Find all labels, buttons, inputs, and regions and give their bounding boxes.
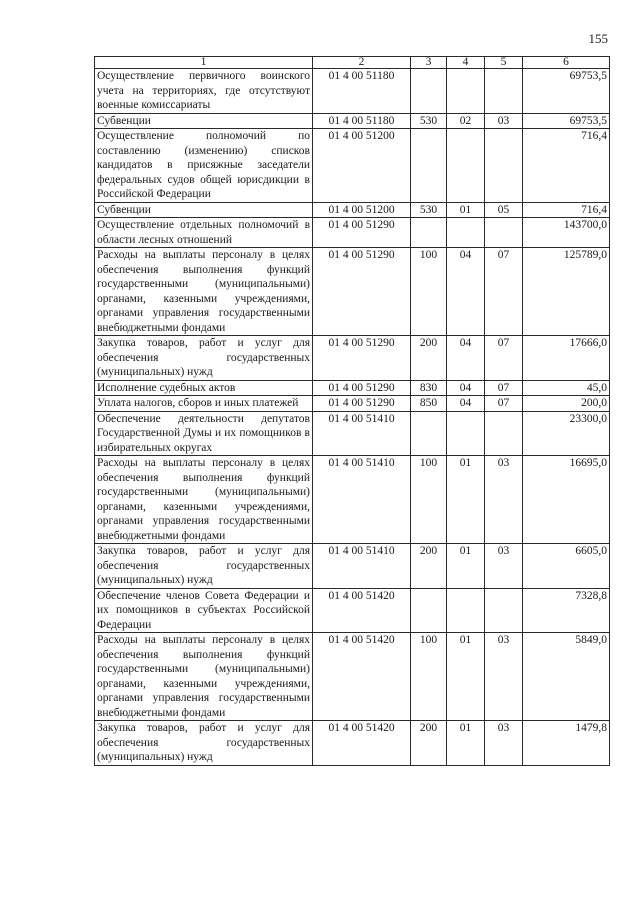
expense-type [411,588,447,633]
expense-name: Обеспечение членов Совета Федерации и их помощников в субъектах Российской Федерации [95,588,313,633]
target-code: 01 4 00 51290 [313,396,411,412]
section: 01 [447,202,485,218]
expense-name: Осуществление первичного воинского учета на территориях, где отсутствуют военные комиссариаты [95,69,313,114]
section [447,69,485,114]
page-number: 155 [588,31,608,46]
section: 04 [447,248,485,336]
expense-name: Закупка товаров, работ и услуг для обеспечения государственных (муниципальных) нужд [95,336,313,381]
subsection: 03 [485,721,523,766]
expense-name: Субвенции [95,113,313,129]
table-row [95,396,610,412]
budget-table [94,56,610,766]
amount: 5849,0 [523,633,610,721]
expense-name: Закупка товаров, работ и услуг для обеспечения государственных (муниципальных) нужд [95,721,313,766]
amount: 200,0 [523,396,610,412]
amount: 23300,0 [523,411,610,456]
target-code: 01 4 00 51180 [313,69,411,114]
amount: 125789,0 [523,248,610,336]
target-code: 01 4 00 51290 [313,218,411,248]
expense-name: Закупка товаров, работ и услуг для обеспечения государственных (муниципальных) нужд [95,544,313,589]
section: 01 [447,721,485,766]
target-code: 01 4 00 51290 [313,380,411,396]
expense-name: Обеспечение деятельности депутатов Государственной Думы и их помощников в избирательных округах [95,411,313,456]
subsection [485,69,523,114]
amount: 6605,0 [523,544,610,589]
table-row [95,248,610,336]
subsection: 07 [485,396,523,412]
expense-name: Субвенции [95,202,313,218]
section [447,129,485,203]
table-row [95,588,610,633]
target-code: 01 4 00 51410 [313,411,411,456]
amount: 69753,5 [523,113,610,129]
header-cell-5: 5 [485,57,523,69]
expense-name: Расходы на выплаты персоналу в целях обеспечения выполнения функций государственными (муниципальными) органами, казенными учреждениями, органами управления государственными внебюджетными фондами [95,456,313,544]
expense-name: Осуществление отдельных полномочий в области лесных отношений [95,218,313,248]
amount: 7328,8 [523,588,610,633]
target-code: 01 4 00 51200 [313,202,411,218]
table-row [95,380,610,396]
table-row [95,129,610,203]
expense-type [411,218,447,248]
target-code: 01 4 00 51410 [313,544,411,589]
expense-type: 200 [411,721,447,766]
header-cell-6: 6 [523,57,610,69]
header-cell-1: 1 [95,57,313,69]
subsection [485,129,523,203]
expense-type: 200 [411,336,447,381]
subsection: 07 [485,248,523,336]
expense-type: 100 [411,633,447,721]
target-code: 01 4 00 51290 [313,336,411,381]
expense-type [411,411,447,456]
expense-type: 100 [411,248,447,336]
expense-type: 530 [411,202,447,218]
expense-type: 830 [411,380,447,396]
target-code: 01 4 00 51420 [313,721,411,766]
target-code: 01 4 00 51290 [313,248,411,336]
section [447,411,485,456]
table-row [95,202,610,218]
section: 04 [447,336,485,381]
subsection: 03 [485,113,523,129]
section: 02 [447,113,485,129]
amount: 69753,5 [523,69,610,114]
table-row [95,411,610,456]
expense-type: 850 [411,396,447,412]
expense-name: Осуществление полномочий по составлению (изменению) списков кандидатов в присяжные заседатели федеральных судов общей юрисдикции в Российской Федерации [95,129,313,203]
amount: 45,0 [523,380,610,396]
expense-name: Уплата налогов, сборов и иных платежей [95,396,313,412]
subsection: 05 [485,202,523,218]
expense-type: 100 [411,456,447,544]
amount: 716,4 [523,202,610,218]
target-code: 01 4 00 51410 [313,456,411,544]
target-code: 01 4 00 51200 [313,129,411,203]
table-row [95,721,610,766]
table-row [95,218,610,248]
section [447,588,485,633]
subsection: 07 [485,380,523,396]
expense-name: Расходы на выплаты персоналу в целях обеспечения выполнения функций государственными (муниципальными) органами, казенными учреждениями, органами управления государственными внебюджетными фондами [95,248,313,336]
section: 04 [447,396,485,412]
expense-type: 200 [411,544,447,589]
expense-name: Расходы на выплаты персоналу в целях обеспечения выполнения функций государственными (муниципальными) органами, казенными учреждениями, органами управления государственными внебюджетными фондами [95,633,313,721]
header-cell-2: 2 [313,57,411,69]
section: 01 [447,544,485,589]
header-cell-3: 3 [411,57,447,69]
table-row [95,633,610,721]
target-code: 01 4 00 51180 [313,113,411,129]
amount: 143700,0 [523,218,610,248]
amount: 1479,8 [523,721,610,766]
subsection [485,588,523,633]
section [447,218,485,248]
expense-type: 530 [411,113,447,129]
table-row [95,544,610,589]
expense-type [411,129,447,203]
subsection: 03 [485,544,523,589]
table-row [95,113,610,129]
header-cell-4: 4 [447,57,485,69]
section: 01 [447,633,485,721]
table-row [95,456,610,544]
table-row [95,69,610,114]
subsection: 07 [485,336,523,381]
subsection [485,411,523,456]
amount: 17666,0 [523,336,610,381]
table-row [95,336,610,381]
target-code: 01 4 00 51420 [313,633,411,721]
expense-name: Исполнение судебных актов [95,380,313,396]
section: 01 [447,456,485,544]
header-row [95,57,610,69]
subsection: 03 [485,633,523,721]
subsection: 03 [485,456,523,544]
target-code: 01 4 00 51420 [313,588,411,633]
amount: 16695,0 [523,456,610,544]
amount: 716,4 [523,129,610,203]
expense-type [411,69,447,114]
section: 04 [447,380,485,396]
subsection [485,218,523,248]
